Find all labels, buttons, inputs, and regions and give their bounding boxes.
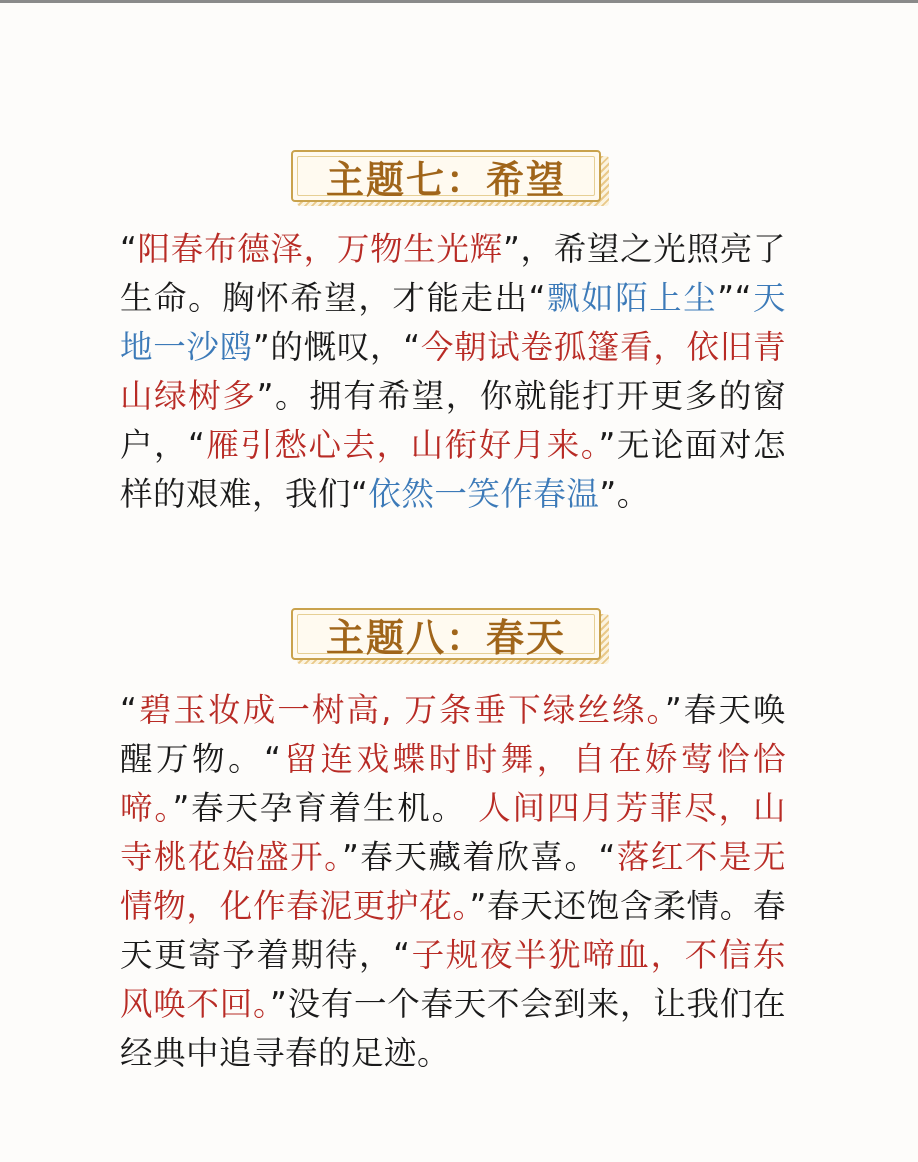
poem-quote: 人间四月芳菲尽，山寺桃花始盛开。	[120, 789, 786, 876]
body-text: ”，希望之光照亮了生命。胸怀希望，才能走出“	[120, 230, 786, 317]
poem-quote: 碧玉妆成一树高, 万条垂下绿丝绦。	[137, 691, 665, 729]
section-paragraph-spring	[120, 686, 786, 1078]
poem-quote: 雁引愁心去，山衔好月来。	[205, 426, 599, 464]
poem-quote: 今朝试卷孤篷看，依旧青山绿树多	[120, 328, 786, 415]
section-title-spring: 主题八：春天	[325, 615, 566, 660]
body-text: ”没有一个春天不会到来，让我们在经典中追寻春的足迹。	[120, 985, 786, 1072]
section-banner-spring	[291, 608, 609, 664]
body-text: ”春天还饱含柔情。春天更寄予着期待，“	[120, 887, 786, 974]
banner-face	[291, 608, 601, 660]
body-text: ”。拥有希望，你就能打开更多的窗户，“	[120, 377, 786, 464]
body-text: ”。	[599, 475, 650, 513]
poem-quote: 子规夜半犹啼血，不信东风唤不回。	[120, 936, 786, 1023]
body-text: ”春天藏着欣喜。“	[341, 838, 616, 876]
poem-quote: 飘如陌上尘	[545, 279, 718, 317]
body-text: ”无论面对怎样的艰难，我们“	[120, 426, 786, 513]
section-paragraph-hope	[120, 225, 786, 519]
body-text: “	[120, 230, 138, 268]
poem-quote: 依然一笑作春温	[368, 475, 600, 513]
poem-quote: 天地一沙鸥	[120, 279, 786, 366]
banner-face	[291, 150, 601, 202]
body-text: “	[120, 691, 138, 729]
body-text: ”春天孕育着生机。	[172, 789, 479, 827]
poem-quote: 落红不是无情物，化作春泥更护花。	[120, 838, 786, 925]
body-text: ”“	[717, 279, 752, 317]
section-banner-hope	[291, 150, 609, 206]
body-text: ”春天唤醒万物。“	[120, 691, 786, 778]
section-title-hope: 主题七：希望	[325, 157, 566, 202]
poem-quote: 留连戏蝶时时舞，自在娇莺恰恰啼。	[120, 740, 786, 827]
body-text: ”的慨叹，“	[252, 328, 421, 366]
poem-quote: 阳春布德泽，万物生光辉	[137, 230, 503, 268]
